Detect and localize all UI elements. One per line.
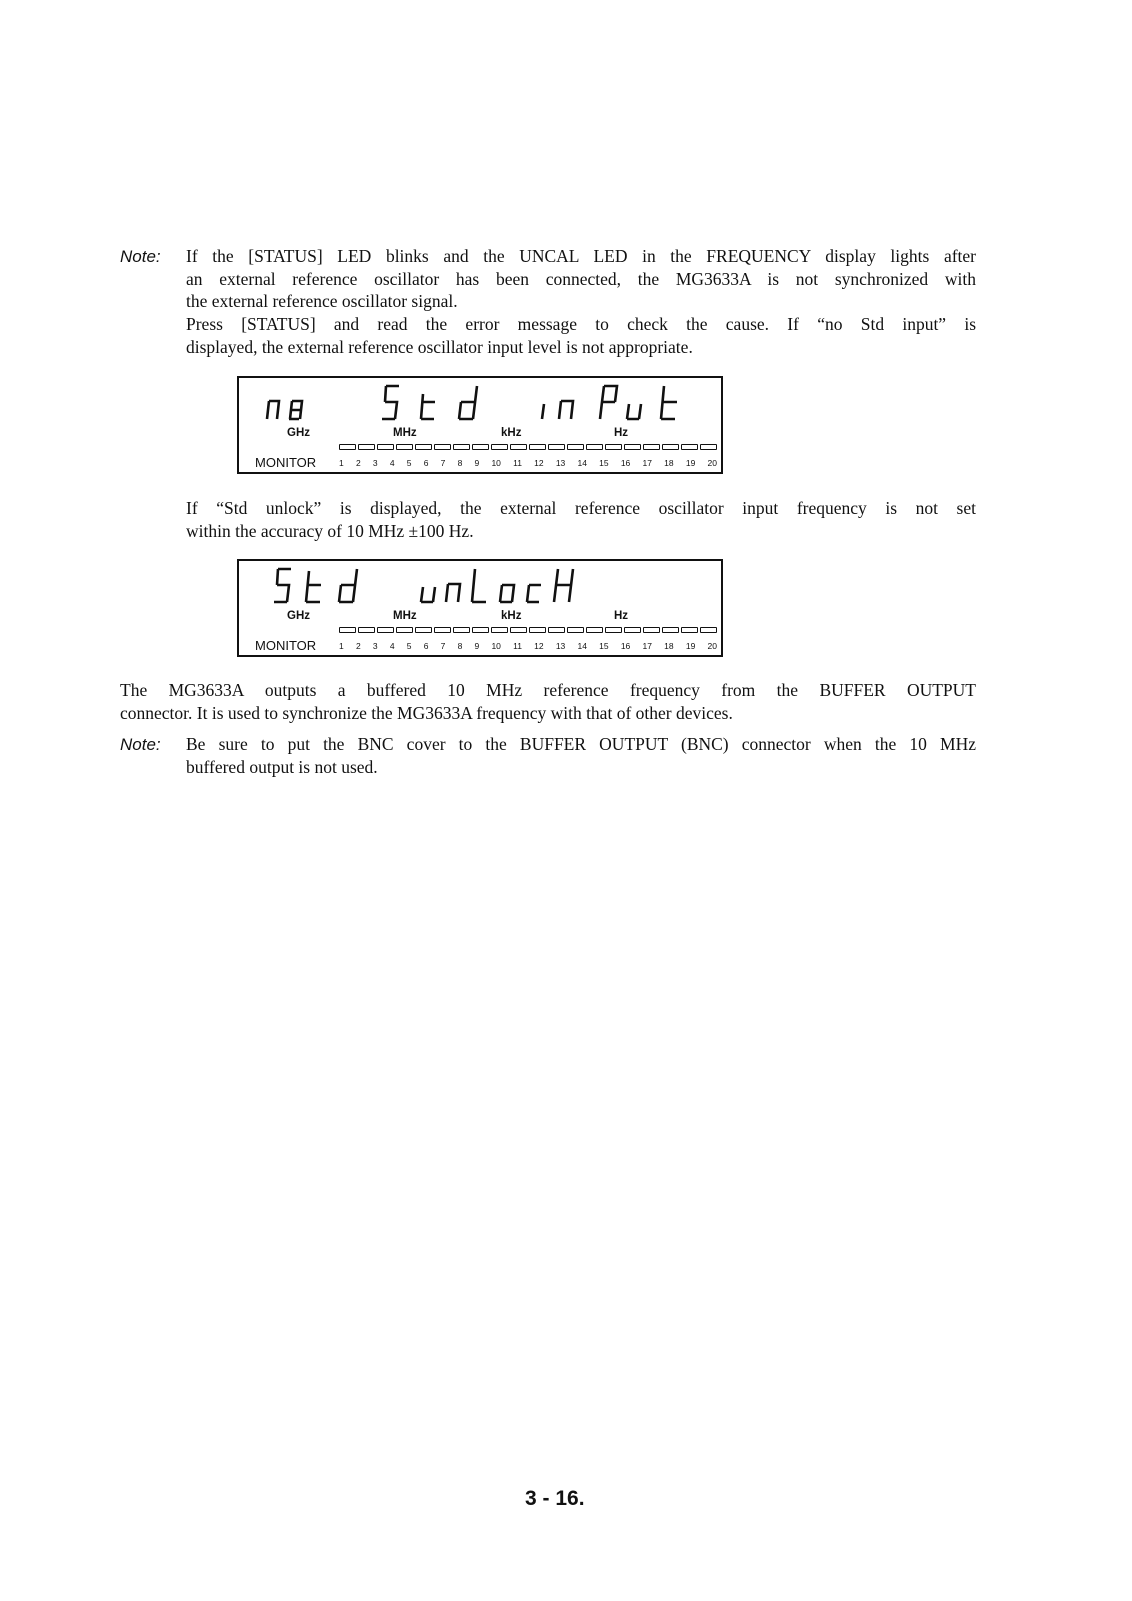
monitor-numbers: [339, 641, 717, 651]
monitor-label: MONITOR: [255, 455, 317, 470]
monitor-number: 10: [491, 641, 501, 651]
monitor-number: 3: [372, 641, 378, 651]
monitor-number: 18: [664, 641, 674, 651]
monitor-number: 17: [642, 458, 652, 468]
unit-ghz: GHz: [287, 610, 310, 622]
monitor-number: 15: [599, 458, 609, 468]
monitor-led: [510, 627, 527, 633]
seven-segment-readout: [239, 378, 725, 436]
monitor-number: 14: [577, 458, 587, 468]
monitor-number: 1: [339, 458, 344, 468]
monitor-led: [415, 627, 432, 633]
monitor-number: 10: [491, 458, 501, 468]
monitor-number: 17: [642, 641, 652, 651]
monitor-number: 6: [423, 458, 429, 468]
monitor-led: [377, 627, 394, 633]
monitor-number: 1: [339, 641, 344, 651]
monitor-led: [434, 444, 451, 450]
monitor-led: [377, 444, 394, 450]
segment-digit-c: [527, 585, 541, 602]
segment-digit-o: [289, 401, 302, 419]
monitor-number: 15: [599, 641, 609, 651]
monitor-led: [700, 444, 717, 450]
page-number: 3 - 16.: [525, 1487, 585, 1510]
monitor-number: 19: [685, 458, 696, 468]
text-line: connector. It is used to synchronize the MG3633A frequency with that of other devices.: [120, 702, 733, 723]
segment-digit-t: [306, 571, 321, 602]
monitor-number: 4: [389, 641, 395, 651]
monitor-led: [643, 627, 660, 633]
monitor-led: [643, 444, 660, 450]
note-paragraph: [186, 245, 976, 313]
monitor-led: [548, 444, 565, 450]
monitor-led: [472, 627, 489, 633]
segment-digit-H: [554, 569, 573, 602]
text-line: Be sure to put the BNC cover to the BUFFER OUTPUT (BNC) connector when the 10 MHz: [186, 734, 976, 754]
note-label: Note:: [120, 247, 161, 266]
monitor-led: [358, 627, 375, 633]
segment-digit-n: [446, 584, 460, 602]
monitor-number: 13: [555, 641, 566, 651]
monitor-led-bar-row: [339, 444, 717, 450]
monitor-number: 11: [513, 641, 522, 651]
unit-ghz: GHz: [287, 427, 310, 439]
segment-digit-u: [421, 587, 435, 602]
monitor-led: [510, 444, 527, 450]
monitor-number: 20: [707, 458, 717, 468]
monitor-led: [567, 627, 584, 633]
monitor-led: [605, 444, 622, 450]
segment-digit-S: [382, 386, 399, 419]
segment-digit-u: [627, 404, 641, 419]
segment-digit-L: [472, 569, 486, 602]
unit-mhz: MHz: [393, 610, 417, 622]
text-line: buffered output is not used.: [186, 756, 378, 777]
monitor-led: [396, 627, 413, 633]
monitor-led: [529, 444, 546, 450]
note-paragraph-continued: [186, 313, 976, 358]
monitor-number: 9: [474, 458, 480, 468]
text-line: If the [STATUS] LED blinks and the UNCAL LED in the FREQUENCY display lights after: [186, 246, 976, 266]
monitor-led: [529, 627, 546, 633]
segment-digit-d: [339, 569, 357, 602]
monitor-number: 5: [406, 458, 412, 468]
text-line: The MG3633A outputs a buffered 10 MHz reference frequency from the BUFFER OUTPUT: [120, 680, 976, 700]
monitor-led: [567, 444, 584, 450]
text-line: an external reference oscillator has been connected, the MG3633A is not synchronized with: [186, 268, 976, 289]
unit-khz: kHz: [501, 610, 522, 622]
monitor-number: 7: [440, 641, 446, 651]
monitor-number: 16: [620, 458, 631, 468]
monitor-led: [624, 444, 641, 450]
monitor-number: 19: [685, 641, 696, 651]
monitor-number: 3: [372, 458, 378, 468]
monitor-led: [700, 627, 717, 633]
monitor-number: 8: [457, 641, 463, 651]
segment-digit-d: [459, 386, 477, 419]
unit-hz: Hz: [614, 427, 629, 439]
monitor-led: [491, 627, 508, 633]
text-line: Press [STATUS] and read the error message to check the cause. If “no Std input” is: [186, 314, 976, 334]
segment-digit-t2: [661, 386, 677, 419]
monitor-number: 6: [423, 641, 429, 651]
monitor-number: 18: [664, 458, 674, 468]
monitor-led: [491, 444, 508, 450]
segment-digit-o: [500, 585, 514, 602]
monitor-led: [586, 627, 603, 633]
text-line: the external reference oscillator signal.: [186, 291, 458, 311]
segment-digit-t: [421, 394, 435, 419]
monitor-number: 13: [555, 458, 566, 468]
monitor-led: [624, 627, 641, 633]
text-line: within the accuracy of 10 MHz ±100 Hz.: [186, 520, 474, 541]
monitor-led: [586, 444, 603, 450]
segment-digit-i: [542, 404, 544, 419]
monitor-led: [415, 444, 432, 450]
monitor-number: 12: [534, 641, 544, 651]
monitor-led: [453, 627, 470, 633]
text-line: If “Std unlock” is displayed, the external reference oscillator input frequency is not set: [186, 498, 976, 518]
seven-segment-readout: [239, 561, 725, 619]
monitor-led: [681, 627, 698, 633]
segment-digit-n: [267, 401, 279, 419]
monitor-led: [662, 444, 679, 450]
monitor-number: 2: [355, 641, 361, 651]
unit-mhz: MHz: [393, 427, 417, 439]
segment-digit-P: [600, 386, 617, 419]
unit-hz: Hz: [614, 610, 629, 622]
monitor-number: 2: [355, 458, 361, 468]
monitor-led: [339, 627, 356, 633]
lcd-display-panel: [237, 559, 723, 657]
monitor-number: 5: [406, 641, 412, 651]
monitor-led: [662, 627, 679, 633]
monitor-number: 20: [707, 641, 717, 651]
monitor-led: [548, 627, 565, 633]
note-paragraph: [186, 733, 976, 778]
monitor-number: 9: [474, 641, 480, 651]
monitor-led: [358, 444, 375, 450]
monitor-number: 16: [620, 641, 631, 651]
monitor-led: [396, 444, 413, 450]
monitor-led-bar-row: [339, 627, 717, 633]
monitor-number: 12: [534, 458, 544, 468]
monitor-number: 7: [440, 458, 446, 468]
monitor-led: [605, 627, 622, 633]
unlock-paragraph: [186, 497, 976, 542]
monitor-led: [339, 444, 356, 450]
monitor-number: 8: [457, 458, 463, 468]
segment-digit-S: [274, 569, 291, 602]
buffer-output-paragraph: [120, 679, 976, 724]
text-line: displayed, the external reference oscillator input level is not appropriate.: [186, 336, 693, 357]
monitor-label: MONITOR: [255, 638, 317, 653]
monitor-number: 11: [513, 458, 522, 468]
note-label: Note:: [120, 735, 161, 754]
monitor-led: [453, 444, 470, 450]
monitor-number: 4: [389, 458, 395, 468]
lcd-display-panel: [237, 376, 723, 474]
monitor-numbers: [339, 458, 717, 468]
monitor-led: [472, 444, 489, 450]
monitor-number: 14: [577, 641, 587, 651]
monitor-led: [434, 627, 451, 633]
monitor-led: [681, 444, 698, 450]
unit-khz: kHz: [501, 427, 522, 439]
segment-digit-n2: [559, 401, 573, 419]
